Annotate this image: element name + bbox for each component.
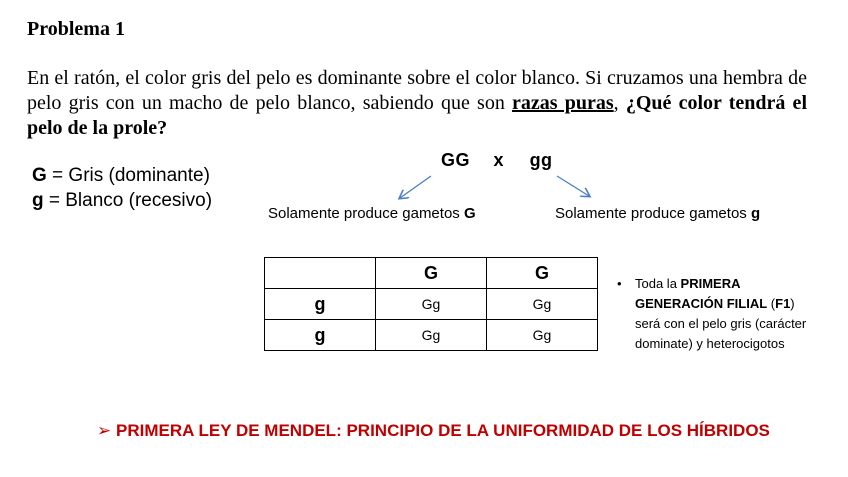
punnett-header-row: [265, 258, 598, 289]
punnett-cell: Gg: [487, 320, 598, 351]
cross-parent-left: GG: [441, 150, 471, 170]
legend-symbol: g: [32, 190, 44, 211]
punnett-row-header: g: [265, 320, 376, 351]
punnett-col-header: G: [376, 258, 487, 289]
arrow-right: [557, 176, 589, 196]
punnett-square: [264, 257, 598, 351]
problem-underlined: razas puras: [512, 92, 614, 114]
cross-parent-right: gg: [529, 150, 553, 170]
punnett-row-header: g: [265, 289, 376, 320]
punnett-corner: [265, 258, 376, 289]
problem-text-2: ,: [613, 92, 626, 114]
result-note-text: Toda la PRIMERA GENERACIÓN FILIAL (F1) será con el pelo gris (carácter dominate) y heterocigotos: [635, 276, 807, 351]
gamete-label-left: Solamente produce gametos G: [268, 205, 476, 222]
gamete-label-right: Solamente produce gametos g: [555, 205, 761, 222]
punnett-cell: Gg: [487, 289, 598, 320]
legend-symbol: G: [32, 165, 47, 186]
mendel-law: [97, 421, 770, 441]
bullet-icon: •: [617, 276, 622, 291]
mendel-law-text: PRIMERA LEY DE MENDEL: PRINCIPIO DE LA UNIFORMIDAD DE LOS HÍBRIDOS: [115, 421, 770, 440]
punnett-col-header: G: [487, 258, 598, 289]
result-note: [617, 274, 817, 354]
arrow-bullet-icon: ➢: [97, 421, 112, 440]
cross-operator: x: [493, 150, 505, 170]
arrow-left: [400, 176, 431, 198]
punnett-cell: Gg: [376, 320, 487, 351]
legend-text: = Gris (dominante): [46, 165, 210, 186]
punnett-row: [265, 320, 598, 351]
punnett-row: [265, 289, 598, 320]
page-title: Problema 1: [27, 18, 125, 40]
punnett-cell: Gg: [376, 289, 487, 320]
problem-question: ¿Qué color tendrá el pelo de la prole?: [27, 92, 807, 139]
legend-text: = Blanco (recesivo): [43, 190, 213, 211]
problem-text: En el ratón, el color gris del pelo es dominante sobre el color blanco. Si cruzamos una hembra de pelo gris con un macho de pelo blanco, sabiendo que son: [27, 67, 807, 114]
